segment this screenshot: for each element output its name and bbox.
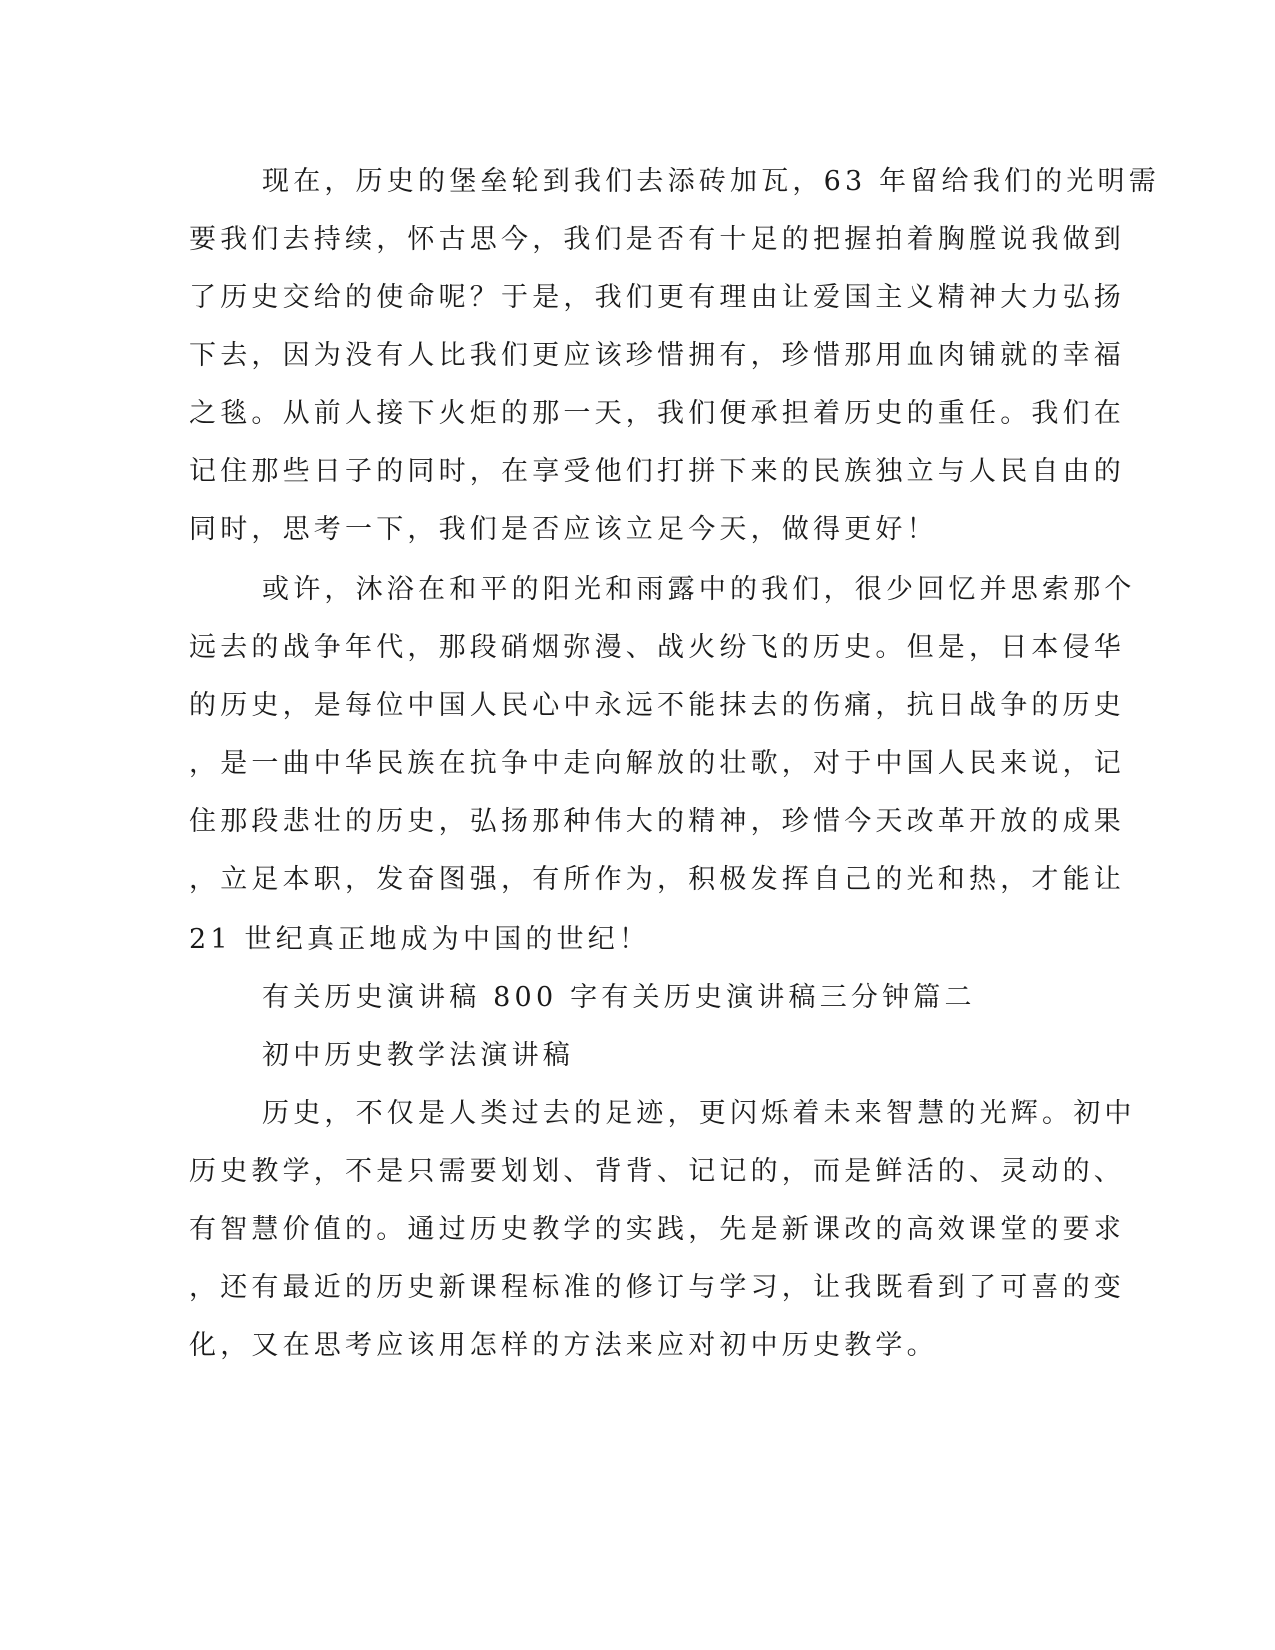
section-heading: 有关历史演讲稿 800 字有关历史演讲稿三分钟篇二 [262, 982, 976, 1013]
paragraph-3-line-1: 历史，不仅是人类过去的足迹，更闪烁着未来智慧的光辉。初中 [262, 1098, 1136, 1129]
paragraph-3-line-5: 化，又在思考应该用怎样的方法来应对初中历史教学。 [189, 1330, 938, 1361]
subsection-heading: 初中历史教学法演讲稿 [262, 1040, 574, 1071]
paragraph-1-line-2: 要我们去持续，怀古思今，我们是否有十足的把握拍着胸膛说我做到 [189, 224, 1125, 255]
paragraph-1-line-4: 下去，因为没有人比我们更应该珍惜拥有，珍惜那用血肉铺就的幸福 [189, 340, 1125, 371]
paragraph-1-line-3: 了历史交给的使命呢？于是，我们更有理由让爱国主义精神大力弘扬 [189, 282, 1125, 313]
paragraph-2-line-1: 或许，沐浴在和平的阳光和雨露中的我们，很少回忆并思索那个 [262, 574, 1136, 605]
paragraph-2-line-2: 远去的战争年代，那段硝烟弥漫、战火纷飞的历史。但是，日本侵华 [189, 632, 1125, 663]
paragraph-2-line-3: 的历史，是每位中国人民心中永远不能抹去的伤痛，抗日战争的历史 [189, 690, 1125, 721]
paragraph-1-line-7: 同时，思考一下，我们是否应该立足今天，做得更好！ [189, 514, 938, 545]
paragraph-2-line-4: ，是一曲中华民族在抗争中走向解放的壮歌，对于中国人民来说，记 [189, 748, 1125, 779]
paragraph-1-line-1: 现在，历史的堡垒轮到我们去添砖加瓦，63 年留给我们的光明需 [262, 166, 1160, 197]
paragraph-2-line-6: ，立足本职，发奋图强，有所作为，积极发挥自己的光和热，才能让 [189, 864, 1125, 895]
paragraph-2-line-7: 21 世纪真正地成为中国的世纪！ [189, 924, 651, 955]
paragraph-2-line-5: 住那段悲壮的历史，弘扬那种伟大的精神，珍惜今天改革开放的成果 [189, 806, 1125, 837]
paragraph-3-line-3: 有智慧价值的。通过历史教学的实践，先是新课改的高效课堂的要求 [189, 1214, 1125, 1245]
paragraph-1-line-6: 记住那些日子的同时，在享受他们打拼下来的民族独立与人民自由的 [189, 456, 1125, 487]
paragraph-3-line-4: ，还有最近的历史新课程标准的修订与学习，让我既看到了可喜的变 [189, 1272, 1125, 1303]
paragraph-3-line-2: 历史教学，不是只需要划划、背背、记记的，而是鲜活的、灵动的、 [189, 1156, 1125, 1187]
paragraph-1-line-5: 之毯。从前人接下火炬的那一天，我们便承担着历史的重任。我们在 [189, 398, 1125, 429]
